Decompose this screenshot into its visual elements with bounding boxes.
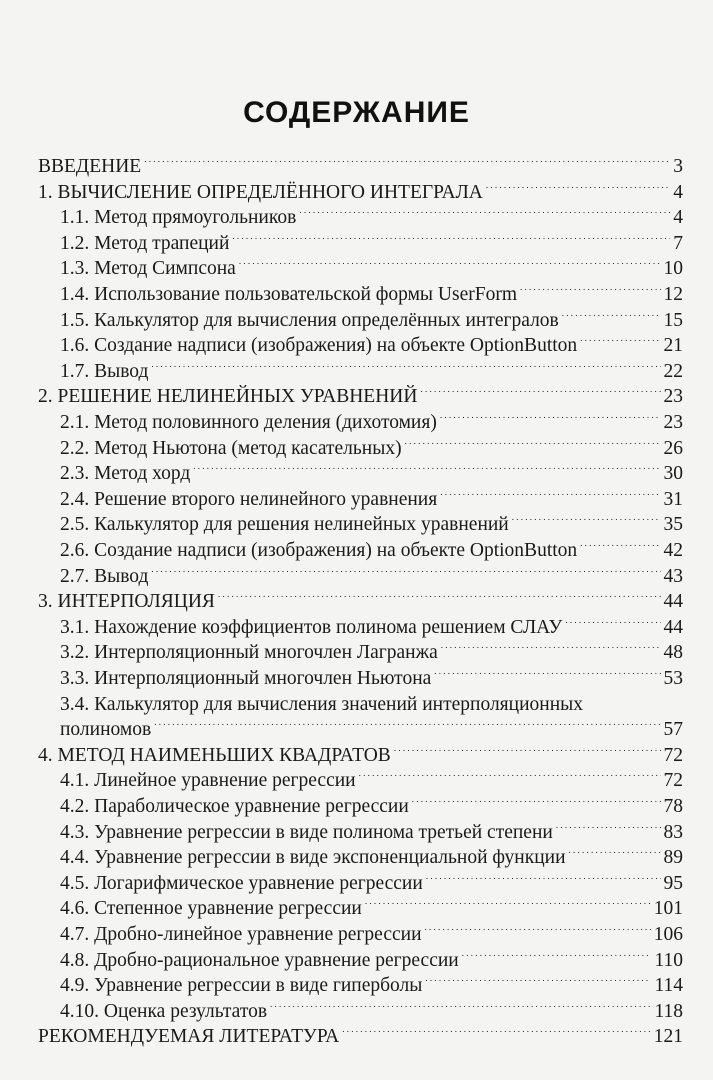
toc-entry-page: 43 [663,565,683,587]
toc-leader-dots [569,841,661,863]
toc-entry-label: 2.2. Метод Ньютона (метод касательных) [60,437,402,459]
toc-entry [60,457,683,485]
toc-entry [38,585,683,613]
toc-entry-page: 35 [663,514,683,536]
toc-entry [60,560,683,588]
toc-entry-label: 2.1. Метод половинного деления (дихотомия) [60,412,437,433]
toc-entry [60,508,683,536]
toc-entry-page: 31 [663,488,683,510]
toc-leader-dots [520,278,661,300]
toc-leader-dots [556,816,661,838]
toc-entry-label: 2.4. Решение второго нелинейного уравнения [60,488,438,510]
toc-entry-page: 101 [653,898,683,920]
toc-entry-page: 23 [663,386,683,408]
toc-leader-dots [434,662,660,684]
toc-entry [60,304,683,332]
toc-entry-label: 4.4. Уравнение регрессии в виде экспоненциальной функции [60,847,566,869]
toc-entry [38,380,683,408]
toc-entry [60,662,683,690]
toc-entry-label: 4.2. Параболическое уравнение регрессии [60,796,409,817]
toc-entry-label: 4.1. Линейное уравнение регрессии [60,770,356,792]
toc-entry-page: 42 [663,540,683,561]
toc-entry-label: 1.3. Метод Симпсона [60,258,236,280]
toc-entry-page: 30 [663,463,683,485]
toc-entry-page: 12 [663,284,683,305]
toc-entry-label: 4.6. Степенное уравнение регрессии [60,898,362,920]
toc-entry-page: 110 [654,949,683,971]
toc-entry [60,432,683,460]
toc-entry-page: 4 [673,207,683,229]
toc-leader-dots [440,483,660,505]
toc-entry [60,201,683,229]
toc-entry-page: 83 [663,821,683,843]
toc-entry [60,483,683,511]
toc-leader-dots [580,329,660,351]
toc-entry [38,150,683,178]
toc-entry-page: 10 [663,258,683,280]
toc-entry [60,918,683,946]
toc-entry [60,355,683,383]
toc-leader-dots [151,560,660,582]
toc-entry-label: 1.4. Использование пользовательской формы UserForm [60,284,517,305]
toc-entry-label: 3.2. Интерполяционный многочлен Лагранжа [60,642,438,664]
toc-entry-label: 2.7. Вывод [60,565,149,587]
toc-leader-dots [462,944,652,966]
toc-entry-page: 48 [663,642,683,664]
toc-entry-page: 53 [663,668,683,689]
toc-leader-dots [405,432,661,454]
toc-leader-dots [440,406,661,428]
toc-entry-page: 57 [663,719,683,741]
toc-entry-label: 1.2. Метод трапеций [60,232,230,254]
toc-entry [60,329,683,357]
toc-entry-label: 4.5. Логарифмическое уравнение регрессии [60,872,423,894]
toc-entry-label: 4.9. Уравнение регрессии в виде гиперболы [60,975,423,997]
toc-leader-dots [193,457,660,479]
toc-entry-label: 1.6. Создание надписи (изображения) на объекте OptionButton [60,335,578,357]
toc-leader-dots [218,585,661,607]
toc-entry [60,944,683,972]
toc-entry [60,764,683,792]
toc-entry-label: 4.10. Оценка результатов [60,1000,268,1022]
toc-entry [60,969,683,997]
toc-leader-dots [232,227,670,249]
toc-entry-page: 78 [663,796,683,817]
toc-entry-page: 114 [654,975,683,997]
toc-entry-label: 3.3. Интерполяционный многочлен Ньютона [60,668,432,689]
toc-entry [60,867,683,895]
toc-leader-dots [425,969,651,991]
toc-entry-label: 4. МЕТОД НАИМЕНЬШИХ КВАДРАТОВ [38,744,391,766]
toc-entry [60,406,683,434]
toc-entry-label: 2.5. Калькулятор для решения нелинейных уравнений [60,514,509,536]
toc-entry-page: 3 [673,156,683,177]
toc-leader-dots [144,150,670,172]
toc-entry-label: 3.1. Нахождение коэффициентов полинома решением СЛАУ [60,616,563,638]
toc-entry-page: 23 [663,412,683,433]
toc-entry-page: 121 [653,1026,683,1048]
toc-leader-dots [359,764,661,786]
toc-entry-label: 1. ВЫЧИСЛЕНИЕ ОПРЕДЕЛЁННОГО ИНТЕГРАЛА [38,181,483,203]
toc-entry [60,227,683,255]
toc-entry-label: полиномов [60,719,152,741]
toc-entry [60,636,683,664]
toc-leader-dots [420,380,660,402]
toc-entry [60,790,683,818]
toc-leader-dots [270,995,651,1017]
toc-entry [60,278,683,306]
toc-leader-dots [426,867,661,889]
toc-entry [38,739,683,767]
toc-leader-dots [239,252,661,274]
toc-leader-dots [486,176,670,198]
toc-entry-page: 72 [663,744,683,766]
toc-leader-dots [299,201,670,223]
page-title: СОДЕРЖАНИЕ [243,96,470,129]
toc-entry-page: 44 [663,591,683,613]
toc-leader-dots [151,355,660,377]
toc-entry-page: 95 [663,872,683,894]
toc-entry [60,892,683,920]
toc-leader-dots [565,611,660,633]
toc-entry-label: 1.1. Метод прямоугольников [60,207,297,229]
toc-entry [60,611,683,639]
toc-entry [60,252,683,280]
toc-entry-label: 1.5. Калькулятор для вычисления определённых интегралов [60,309,559,331]
toc-entry-label: 4.7. Дробно-линейное уравнение регрессии [60,924,422,945]
toc-entry [38,1020,683,1048]
toc-leader-dots [412,790,661,812]
toc-entry-page: 4 [673,181,683,203]
toc-entry-page: 106 [653,924,683,945]
toc-entry [60,816,683,844]
toc-entry-page: 26 [663,437,683,459]
toc-entry-label: 2. РЕШЕНИЕ НЕЛИНЕЙНЫХ УРАВНЕНИЙ [38,386,418,408]
toc-entry-page: 15 [663,309,683,331]
toc-entry [60,995,683,1023]
toc-leader-dots [154,713,660,735]
toc-entry-label: 1.7. Вывод [60,360,149,382]
toc-entry-label: 4.3. Уравнение регрессии в виде полинома третьей степени [60,821,553,843]
toc-entry-page: 89 [663,847,683,869]
toc-entry-page: 118 [654,1000,683,1022]
toc-entry-page: 44 [663,616,683,638]
toc-entry [60,534,683,562]
toc-leader-dots [512,508,661,530]
toc-entry [60,688,683,716]
toc-entry-page: 72 [663,770,683,792]
toc-leader-dots [342,1020,650,1042]
toc-entry [60,713,683,741]
toc-entry-label: 4.8. Дробно-рациональное уравнение регрессии [60,949,459,971]
toc-leader-dots [365,892,651,914]
toc-entry-label: 2.3. Метод хорд [60,463,191,485]
toc-entry-label: РЕКОМЕНДУЕМАЯ ЛИТЕРАТУРА [38,1026,340,1048]
toc-entry-label: 3.4. Калькулятор для вычисления значений интерполяционных [60,693,583,715]
toc-leader-dots [586,688,680,710]
toc-leader-dots [562,304,661,326]
toc-entry-page: 22 [663,360,683,382]
toc-entry-label: 2.6. Создание надписи (изображения) на объекте OptionButton [60,540,578,561]
toc-entry [38,176,683,204]
toc-leader-dots [425,918,651,940]
toc-entry [60,841,683,869]
toc-entry-label: 3. ИНТЕРПОЛЯЦИЯ [38,591,215,613]
toc-entry-page: 7 [673,232,683,254]
toc-leader-dots [441,636,661,658]
toc-entry-page: 21 [663,335,683,357]
toc-leader-dots [394,739,661,761]
toc-leader-dots [580,534,660,556]
toc-entry-label: ВВЕДЕНИЕ [38,156,142,177]
